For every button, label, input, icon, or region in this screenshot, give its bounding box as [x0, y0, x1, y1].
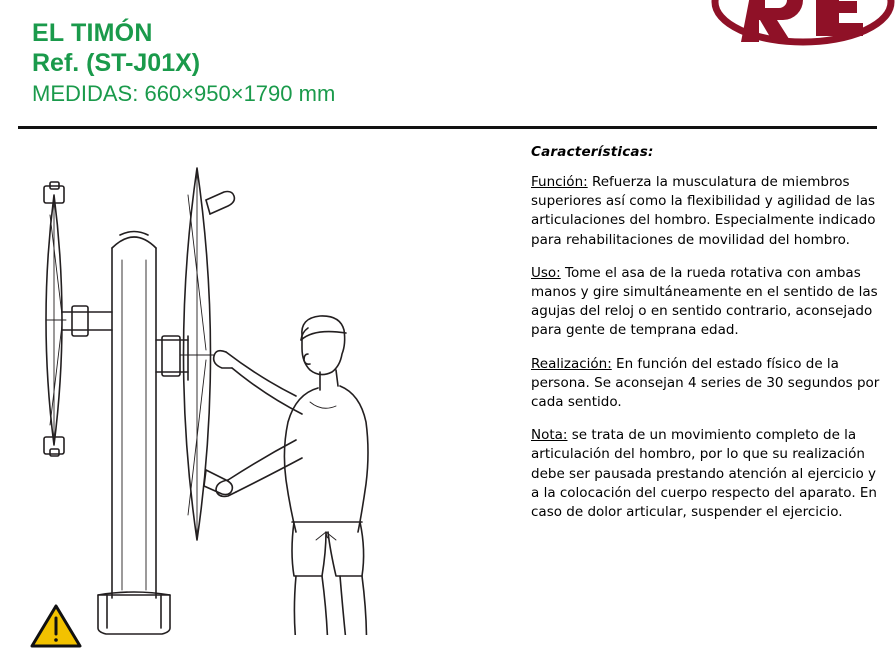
el-timon-exercise-drawing — [10, 140, 510, 635]
paragraph-text: se trata de un movimiento completo de la articulación del hombro, por lo que su realización debe ser pausada prestando atención al ejercicio y a la colocación del cuerpo respecto del aparato. En caso de dolor articular, suspender el ejercicio. — [531, 427, 877, 521]
paragraph-lead: Función: — [531, 174, 588, 190]
characteristics-section — [531, 144, 883, 522]
rg-logo — [675, 0, 895, 68]
paragraph-lead: Uso: — [531, 264, 561, 281]
paragraph-realizacion — [531, 355, 883, 413]
paragraph-uso — [531, 264, 883, 341]
warning-triangle-icon — [30, 604, 82, 648]
product-measures: MEDIDAS: 660×950×1790 mm — [32, 81, 336, 106]
paragraph-nota — [531, 426, 883, 522]
product-title: EL TIMÓN — [32, 19, 153, 47]
title-block — [32, 18, 335, 109]
header-divider — [18, 126, 877, 129]
paragraph-lead: Realización: — [531, 355, 612, 372]
paragraph-lead: Nota: — [531, 427, 568, 444]
product-reference: Ref. (ST-J01X) — [32, 49, 201, 77]
paragraph-text: Refuerza la musculatura de miembros superiores así como la flexibilidad y agilidad de las articulaciones del hombro. Especialmente indicado para rehabilitaciones de movilidad del hombro. — [531, 174, 876, 248]
paragraph-text: En función del estado físico de la persona. Se aconsejan 4 series de 30 segundos por cada sentido. — [531, 355, 880, 411]
paragraph-text: Tome el asa de la rueda rotativa con ambas manos y gire simultáneamente en el sentido de las agujas del reloj o en sentido contrario, aconsejado para gente de temprana edad. — [531, 264, 878, 339]
paragraph-funcion — [531, 173, 883, 250]
section-title: Características: — [531, 144, 654, 160]
document-header — [0, 0, 895, 122]
